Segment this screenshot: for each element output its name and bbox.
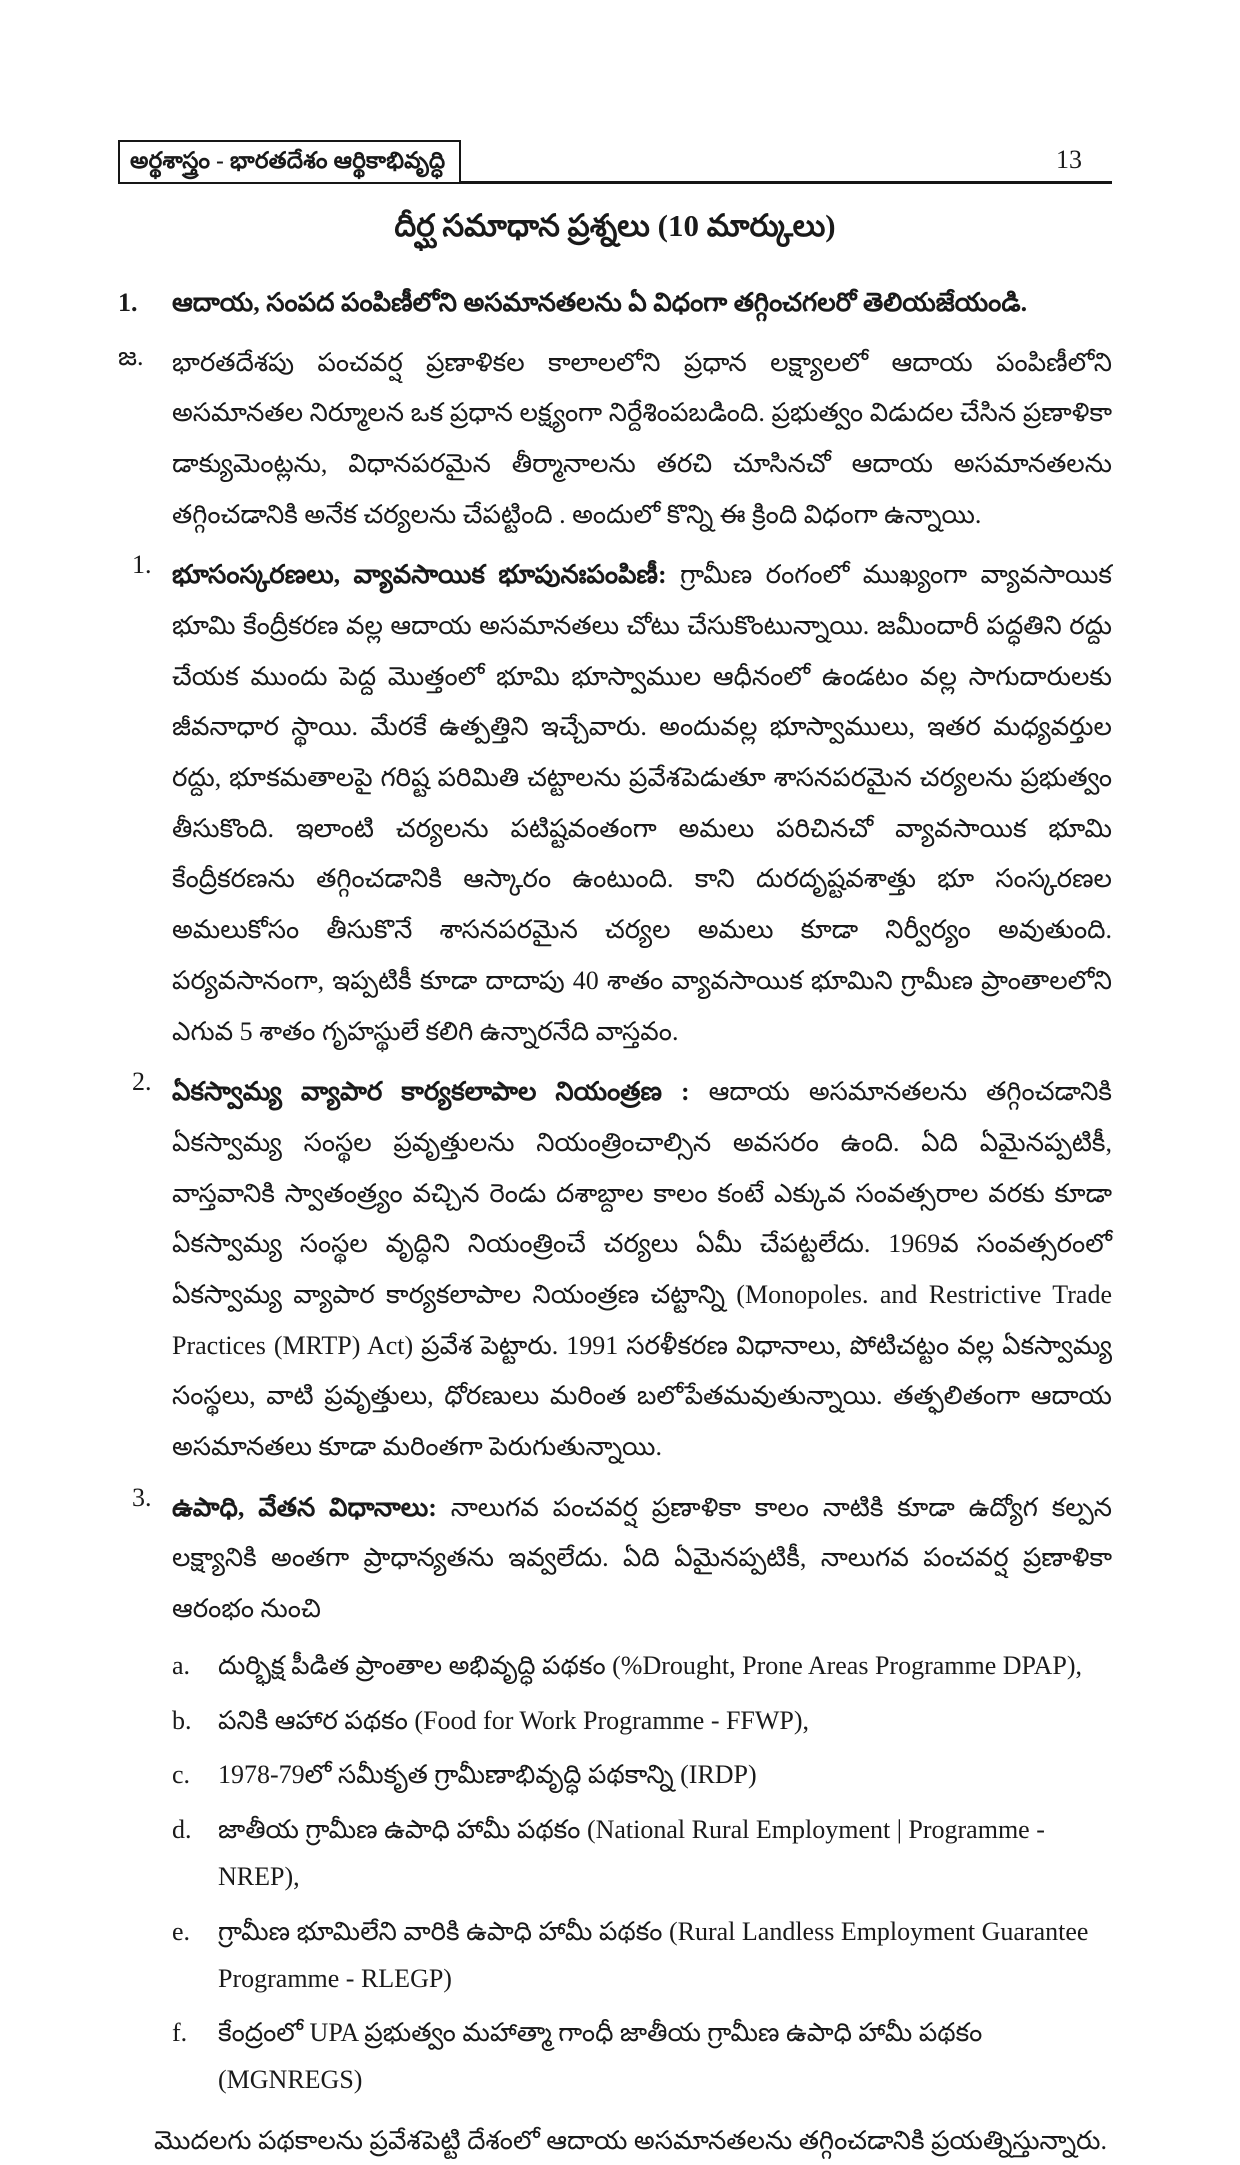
point-body	[172, 550, 1112, 1057]
sub-item-text: పనికి ఆహార పథకం (Food for Work Programme - FFWP),	[218, 1705, 810, 1735]
sub-item-letter: f.	[172, 2018, 188, 2048]
point-body	[172, 1067, 1112, 1473]
section-title: దీర్ఘ సమాధాన ప్రశ్నలు (10 మార్కులు)	[394, 207, 836, 243]
page-content	[118, 140, 1112, 2165]
chapter-label: అర్థశాస్త్రం - భారతదేశం ఆర్థికాభివృద్ధి	[118, 140, 461, 184]
answer-point-2	[132, 1067, 1112, 1473]
point-heading: ఏకస్వామ్య వ్యాపార కార్యకలాపాల నియంత్రణ :	[172, 1077, 690, 1107]
answer-row	[118, 338, 1112, 541]
answer-marker: జ.	[118, 341, 144, 371]
sub-item-letter: b.	[172, 1705, 192, 1735]
point-text: ఆదాయ అసమానతలను తగ్గించడానికి ఏకస్వామ్య సంస్థల ప్రవృత్తులను నియంత్రించాల్సిన అవసరం ఉంది. ఏది ఏమైనప్పటికీ, వాస్తవానికి స్వాతంత్ర్యం వచ్చిన రెండు దశాబ్దాల కాలం కంటే ఎక్కువ సంవత్సరాల వరకు కూడా ఏకస్వామ్య సంస్థల వృద్ధిని నియంత్రించే చర్యలు ఏమీ చేపట్టలేదు. 1969వ సంవత్సరంలో ఏకస్వామ్య వ్యాపార కార్యకలాపాల నియంత్రణ చట్టాన్ని (Monopoles. and Restrictive Trade Practices (MRTP) Act) ప్రవేశ పెట్టారు. 1991 సరళీకరణ విధానాలు, పోటిచట్టం వల్ల ఏకస్వామ్య సంస్థలు, వాటి ప్రవృత్తులు, ధోరణులు మరింత బలోపేతమవుతున్నాయి. తత్ఫలితంగా ఆదాయ అసమానతలు కూడా మరింతగా పెరుగుతున్నాయి.	[172, 1077, 1112, 1462]
answer-closing-line: మొదలగు పథకాలను ప్రవేశపెట్టి దేశంలో ఆదాయ అసమానతలను తగ్గించడానికి ప్రయత్నిస్తున్నారు.	[154, 2125, 1108, 2155]
question-text: ఆదాయ, సంపద పంపిణీలోని అసమానతలను ఏ విధంగా తగ్గించగలరో తెలియజేయండి.	[172, 287, 1028, 317]
question-number: 1.	[118, 287, 138, 317]
answer-intro-paragraph: భారతదేశపు పంచవర్ష ప్రణాళికల కాలాలలోని ప్రధాన లక్ష్యాలలో ఆదాయ పంపిణీలోని అసమానతల నిర్మూలన ఒక ప్రధాన లక్ష్యంగా నిర్దేశింపబడింది. ప్రభుత్వం విడుదల చేసిన ప్రణాళికా డాక్యుమెంట్లను, విధానపరమైన తీర్మానాలను తరచి చూసినచో ఆదాయ అసమానతలను తగ్గించడానికి అనేక చర్యలను చేపట్టింది . అందులో కొన్ని ఈ క్రింది విధంగా ఉన్నాయి.	[172, 347, 1112, 529]
point-text: నాలుగవ పంచవర్ష ప్రణాళికా కాలం నాటికి కూడా ఉద్యోగ కల్పన లక్ష్యానికి అంతగా ప్రాధాన్యతను ఇవ్వలేదు. ఏది ఏమైనప్పటికీ, నాలుగవ పంచవర్ష ప్రణాళికా ఆరంభం నుంచి	[172, 1492, 1113, 1624]
answer-point-3	[132, 1483, 1112, 1635]
page-number: 13	[1056, 144, 1082, 174]
sub-item-letter: e.	[172, 1916, 191, 1946]
sub-item-text: కేంద్రంలో UPA ప్రభుత్వం మహాత్మా గాంధీ జాతీయ గ్రామీణ ఉపాధి హామీ పథకం (MGNREGS)	[218, 2018, 983, 2095]
sub-item-f	[172, 2010, 1112, 2104]
sub-item-a	[172, 1643, 1112, 1690]
point-body	[172, 1483, 1112, 1635]
sub-item-text: జాతీయ గ్రామీణ ఉపాధి హామీ పథకం (National Rural Employment | Programme - NREP),	[218, 1815, 1045, 1891]
sub-item-text: 1978-79లో సమీకృత గ్రామీణాభివృద్ధి పథకాన్ని (IRDP)	[218, 1760, 757, 1790]
sub-item-letter: a.	[172, 1650, 191, 1680]
question-row	[118, 283, 1112, 322]
sub-item-e	[172, 1909, 1112, 2003]
sub-item-c	[172, 1752, 1112, 1799]
point-heading: ఉపాధి, వేతన విధానాలు:	[172, 1492, 437, 1522]
point-number: 2.	[132, 1067, 152, 1097]
sub-item-text: గ్రామీణ భూమిలేని వారికి ఉపాధి హామీ పథకం (Rural Landless Employment Guarantee Programme - RLEGP)	[218, 1916, 1089, 1993]
sub-item-d	[172, 1807, 1112, 1901]
sub-item-text: దుర్భిక్ష పీడిత ప్రాంతాల అభివృద్ధి పథకం (%Drought, Prone Areas Programme DPAP),	[218, 1650, 1083, 1680]
page-header	[118, 140, 1112, 184]
sub-item-letter: d.	[172, 1815, 192, 1845]
point-number: 1.	[132, 550, 152, 580]
point-heading: భూసంస్కరణలు, వ్యావసాయిక భూపునఃపంపిణీ:	[172, 560, 667, 590]
answer-point-1	[132, 550, 1112, 1057]
point-text: గ్రామీణ రంగంలో ముఖ్యంగా వ్యావసాయిక భూమి కేంద్రీకరణ వల్ల ఆదాయ అసమానతలు చోటు చేసుకొంటున్నాయి. జమీందారీ పద్ధతిని రద్దు చేయక ముందు పెద్ద మొత్తంలో భూమి భూస్వాముల ఆధీనంలో ఉండటం వల్ల సాగుదారులకు జీవనాధార స్థాయి. మేరకే ఉత్పత్తిని ఇచ్చేవారు. అందువల్ల భూస్వాములు, ఇతర మధ్యవర్తుల రద్దు, భూకమతాలపై గరిష్ట పరిమితి చట్టాలను ప్రవేశపెడుతూ శాసనపరమైన చర్యలను ప్రభుత్వం తీసుకొంది. ఇలాంటి చర్యలను పటిష్టవంతంగా అమలు పరిచినచో వ్యావసాయిక భూమి కేంద్రీకరణను తగ్గించడానికి ఆస్కారం ఉంటుంది. కాని దురదృష్టవశాత్తు భూ సంస్కరణల అమలుకోసం తీసుకొనే శాసనపరమైన చర్యల అమలు కూడా నిర్వీర్యం అవుతుంది. పర్యవసానంగా, ఇప్పటికీ కూడా దాదాపు 40 శాతం వ్యావసాయిక భూమిని గ్రామీణ ప్రాంతాలలోని ఎగువ 5 శాతం గృహస్థులే కలిగి ఉన్నారనేది వాస్తవం.	[172, 560, 1113, 1046]
sub-item-b	[172, 1698, 1112, 1745]
point-number: 3.	[132, 1482, 152, 1512]
sub-item-letter: c.	[172, 1760, 191, 1790]
